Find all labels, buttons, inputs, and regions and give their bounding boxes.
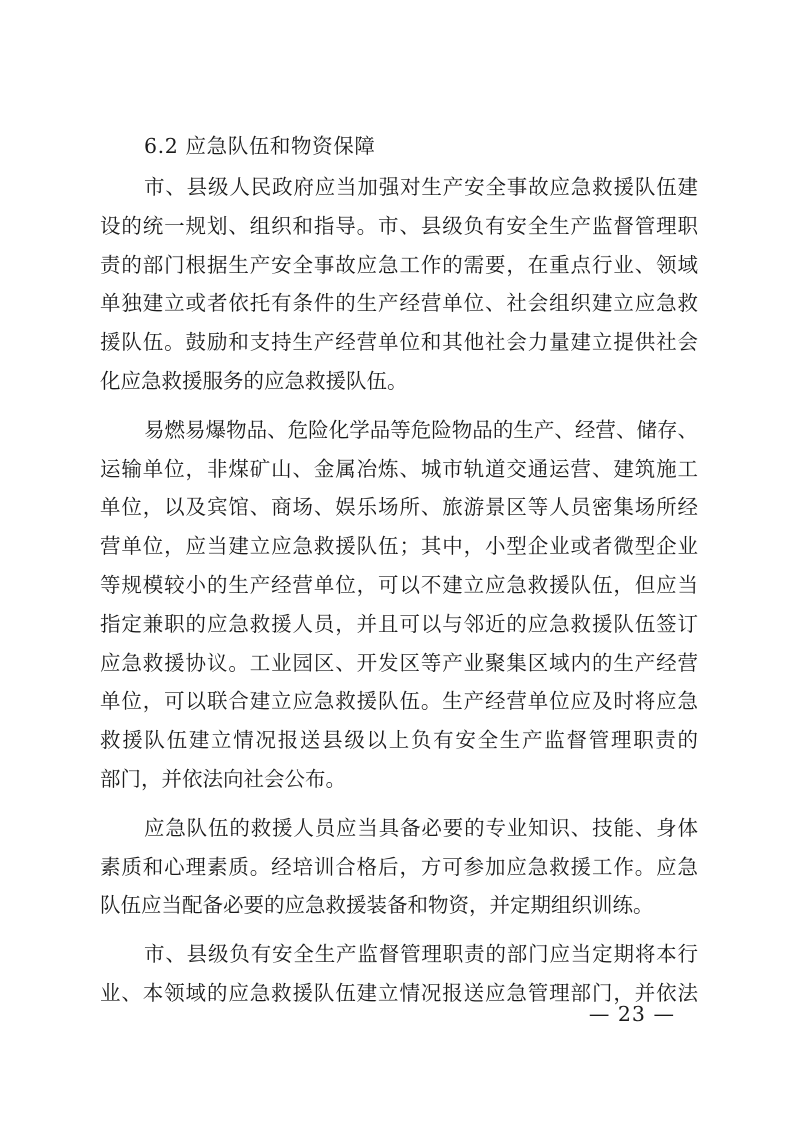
paragraph — [100, 168, 698, 401]
text-line: 等规模较小的生产经营单位，可以不建立应急救援队伍，但应当 — [100, 572, 698, 597]
text-line: 市、县级人民政府应当加强对生产安全事故应急救援队伍建 — [144, 175, 698, 199]
text-line: 部门，并依法向社会公布。 — [100, 766, 346, 791]
text-line: 应急救援协议。工业园区、开发区等产业聚集区域内的生产经营 — [100, 650, 698, 675]
text-line: 单位，以及宾馆、商场、娱乐场所、旅游景区等人员密集场所经 — [100, 495, 698, 520]
text-line: 援队伍。鼓励和支持生产经营单位和其他社会力量建立提供社会 — [100, 330, 698, 355]
page-number: — 23 — — [588, 1002, 675, 1026]
text-line: 责的部门根据生产安全事故应急工作的需要，在重点行业、领域 — [100, 252, 698, 277]
text-line: 素质和心理素质。经培训合格后，方可参加应急救援工作。应急 — [100, 854, 698, 879]
text-line: 设的统一规划、组织和指导。市、县级负有安全生产监督管理职 — [100, 213, 698, 238]
paragraph — [100, 411, 698, 799]
paragraph-list — [100, 168, 698, 1013]
section-heading: 6.2 应急队伍和物资保障 — [144, 134, 376, 158]
text-line: 营单位，应当建立应急救援队伍；其中，小型企业或者微型企业 — [100, 534, 698, 559]
text-line: 应急队伍的救援人员应当具备必要的专业知识、技能、身体 — [144, 815, 698, 840]
text-line: 单独建立或者依托有条件的生产经营单位、社会组织建立应急救 — [100, 291, 698, 316]
text-line: 救援队伍建立情况报送县级以上负有安全生产监督管理职责的 — [100, 728, 698, 753]
text-line: 指定兼职的应急救援人员，并且可以与邻近的应急救援队伍签订 — [100, 611, 698, 636]
text-line: 化应急救援服务的应急救援队伍。 — [100, 368, 408, 393]
text-line: 业、本领域的应急救援队伍建立情况报送应急管理部门，并依法 — [100, 980, 698, 1005]
document-body — [100, 126, 698, 1023]
text-line: 单位，可以联合建立应急救援队伍。生产经营单位应及时将应急 — [100, 689, 698, 714]
text-line: 运输单位，非煤矿山、金属冶炼、城市轨道交通运营、建筑施工 — [100, 456, 698, 481]
text-line: 市、县级负有安全生产监督管理职责的部门应当定期将本行 — [144, 942, 698, 967]
text-line: 队伍应当配备必要的应急救援装备和物资，并定期组织训练。 — [100, 893, 654, 918]
paragraph — [100, 809, 698, 925]
text-line: 易燃易爆物品、危险化学品等危险物品的生产、经营、储存、 — [144, 417, 698, 442]
